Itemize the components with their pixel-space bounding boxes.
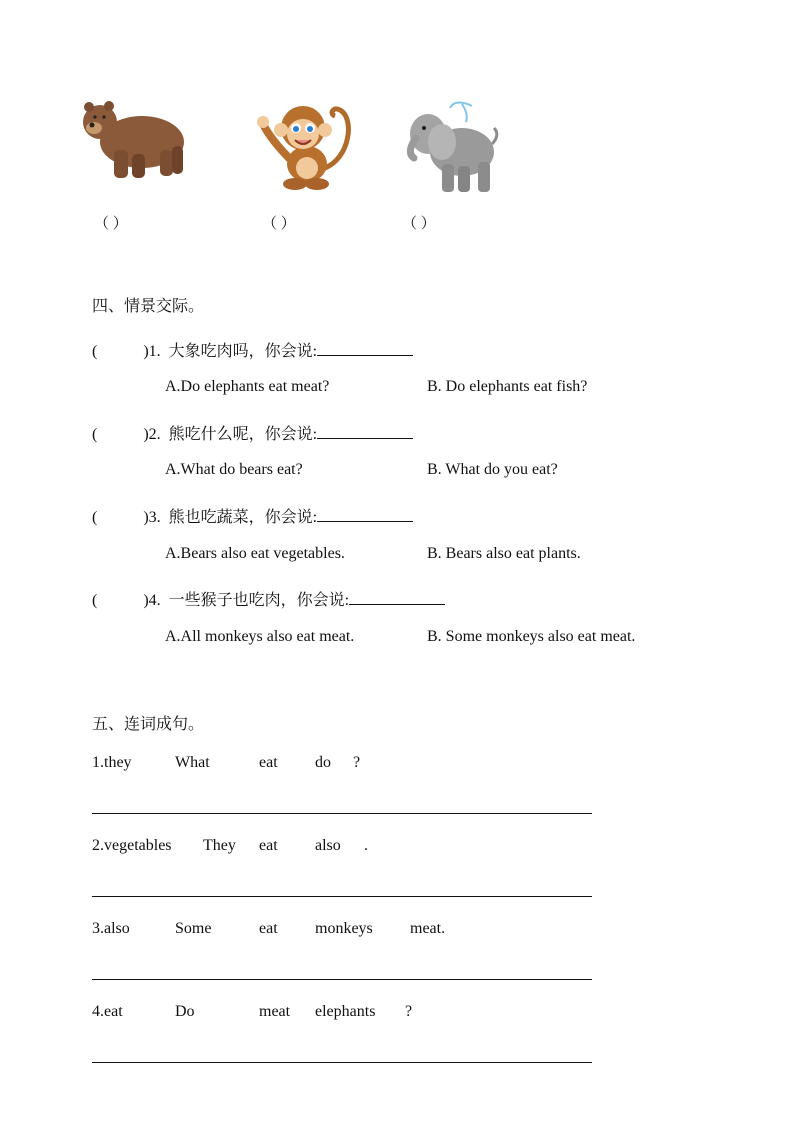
sentence-2-words	[0, 837, 794, 857]
question-2-paren-open[interactable]: (	[92, 426, 98, 443]
question-2	[92, 421, 413, 444]
bear-answer-paren[interactable]: （ ）	[94, 216, 128, 232]
word: monkeys	[315, 920, 373, 937]
question-1-option-a[interactable]: A.Do elephants eat meat?	[165, 378, 330, 395]
question-1	[92, 338, 413, 361]
question-1-paren-open[interactable]: (	[92, 343, 98, 360]
word: Some	[175, 920, 212, 937]
elephant-image	[402, 98, 500, 198]
word: also	[315, 837, 341, 854]
word: do	[315, 754, 331, 771]
section-4-heading: 四、情景交际。	[92, 298, 205, 315]
word: Do	[175, 1003, 195, 1020]
sentence-3-words	[0, 920, 794, 940]
word: ?	[353, 754, 361, 771]
question-4-option-b[interactable]: B. Some monkeys also eat meat.	[427, 628, 636, 645]
question-3	[92, 504, 413, 527]
question-3-prompt: 熊也吃蔬菜，你会说:	[168, 509, 318, 526]
sentence-1-words	[0, 754, 794, 774]
sentence-2-answer-line[interactable]	[92, 896, 592, 897]
question-1-prompt: 大象吃肉吗，你会说:	[168, 343, 318, 360]
sentence-1-answer-line[interactable]	[92, 813, 592, 814]
word: 1.they	[92, 754, 132, 771]
section-5-heading: 五、连词成句。	[92, 716, 205, 733]
question-3-number: )3.	[143, 509, 161, 526]
question-4	[92, 587, 445, 610]
word: What	[175, 754, 210, 771]
question-2-prompt: 熊吃什么呢，你会说:	[168, 426, 318, 443]
question-2-blank[interactable]	[317, 424, 413, 439]
question-1-option-b[interactable]: B. Do elephants eat fish?	[427, 378, 588, 395]
question-3-paren-open[interactable]: (	[92, 509, 98, 526]
sentence-4-words	[0, 1003, 794, 1023]
word: 3.also	[92, 920, 130, 937]
word: They	[203, 837, 236, 854]
word: 2.vegetables	[92, 837, 172, 854]
question-3-blank[interactable]	[317, 507, 413, 522]
bear-image	[80, 98, 188, 182]
question-2-option-b[interactable]: B. What do you eat?	[427, 461, 558, 478]
word: 4.eat	[92, 1003, 123, 1020]
sentence-4-answer-line[interactable]	[92, 1062, 592, 1063]
question-2-option-a[interactable]: A.What do bears eat?	[165, 461, 303, 478]
question-2-number: )2.	[143, 426, 161, 443]
word: ?	[405, 1003, 413, 1020]
elephant-answer-paren[interactable]: （ ）	[402, 216, 436, 232]
question-3-option-b[interactable]: B. Bears also eat plants.	[427, 545, 581, 562]
word: meat	[259, 1003, 291, 1020]
question-3-option-a[interactable]: A.Bears also eat vegetables.	[165, 545, 345, 562]
word: eat	[259, 754, 278, 771]
word: eat	[259, 920, 278, 937]
question-4-prompt: 一些猴子也吃肉，你会说:	[168, 592, 350, 609]
word: elephants	[315, 1003, 376, 1020]
monkey-image	[255, 98, 355, 194]
question-4-blank[interactable]	[349, 590, 445, 605]
question-4-number: )4.	[143, 592, 161, 609]
monkey-answer-paren[interactable]: （ ）	[262, 216, 296, 232]
question-1-number: )1.	[143, 343, 161, 360]
question-1-blank[interactable]	[317, 341, 413, 356]
word: eat	[259, 837, 278, 854]
question-4-option-a[interactable]: A.All monkeys also eat meat.	[165, 628, 355, 645]
sentence-3-answer-line[interactable]	[92, 979, 592, 980]
question-4-paren-open[interactable]: (	[92, 592, 98, 609]
word: .	[364, 837, 368, 854]
word: meat.	[410, 920, 446, 937]
